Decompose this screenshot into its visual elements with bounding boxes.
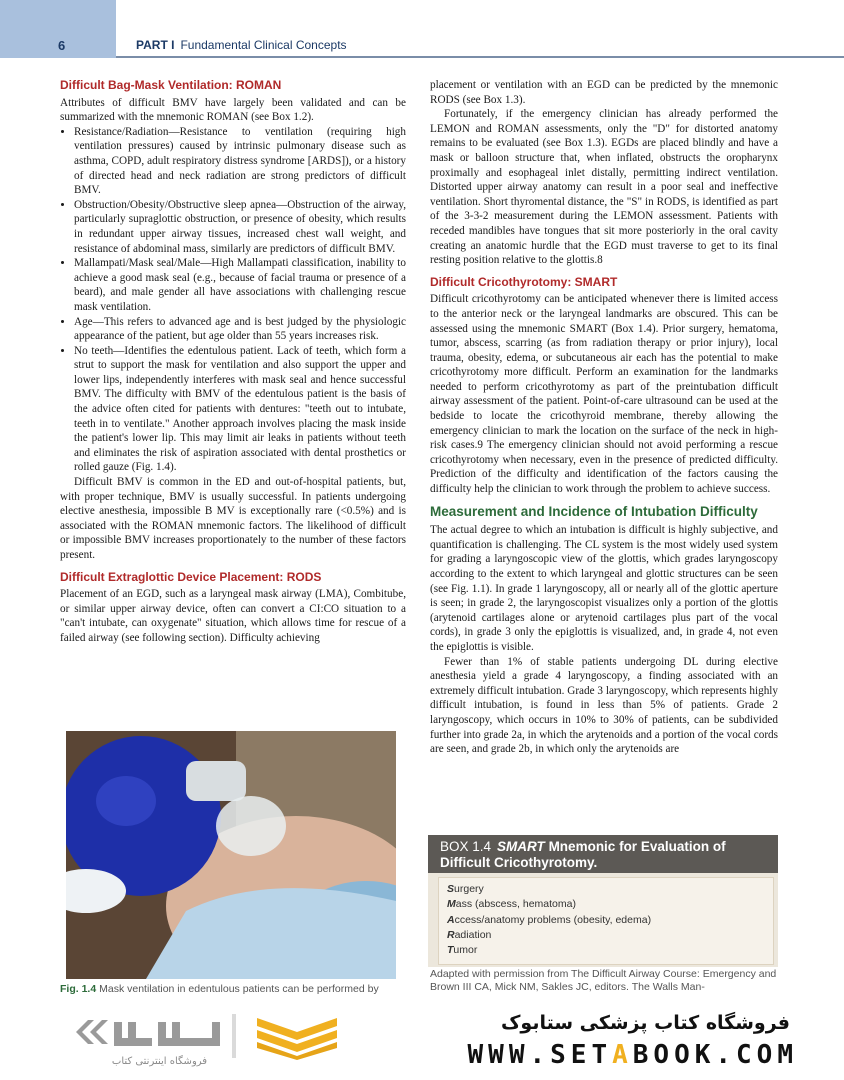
box-smart-mnemonic — [428, 835, 778, 967]
box-title-rest: Mnemonic for Evaluation of Difficult Cricothyrotomy. — [440, 839, 726, 870]
page-number: 6 — [58, 38, 66, 53]
box-source-note: Adapted with permission from The Difficult Airway Course: Emergency and Brown III CA, Mick NM, Sakles JC, editors. The Walls Man- — [430, 968, 777, 993]
heading-rods: Difficult Extraglottic Device Placement: RODS — [60, 569, 322, 584]
box-header — [428, 835, 778, 873]
list-item: • Obstruction/Obesity/Obstructive sleep apnea—Obstruction of the airway, particularly supraglottic obstruction, or presence of obesity, which results in redundant upper airway tissues, increased chest wall weight, and resistance of abdominal mass, similarly are predictors of difficult BMV. — [74, 198, 406, 256]
part-label: PART I — [136, 38, 175, 52]
mnemonic-letter: T — [447, 944, 454, 957]
heading-measurement: Measurement and Incidence of Intubation Difficulty — [430, 503, 758, 519]
part-title: Fundamental Clinical Concepts — [180, 38, 347, 52]
paragraph-measurement: The actual degree to which an intubation is difficult is highly subjective, and quantification is challenging. The CL system is the most widely used system for grading a laryngoscopic view of the glottis, which grades laryngoscopy according to the extent to which laryngeal and glottic structures can be seen (see Fig. 1.1). In grade 1 laryngoscopy, all or nearly all of the glottic aperture is seen; in grade 2, the laryngoscopist visualizes only a portion of the glottis (arytenoid cartilages alone or arytenoid cartilages plus part of the vocal cords), in grade 3 only the epiglottis is visualized, and, in grade 4, not even the epiglottis is visible. — [430, 524, 778, 653]
paragraph-fortunately: Fortunately, if the emergency clinician has already performed the LEMON and ROMAN assessments, only the "D" for distorted anatomy remains to be evaluated (see Box 1.3). EGDs are placed blindly and have a mask or balloon structure that, when inflated, obstructs the oropharynx proximally and esophageal inlet distally, permitting indirect ventilation. Distorted upper airway anatomy can result in a poor seal and ineffective ventilation. Short thyromental distance, the "S" in RODS, is identified as part of the 3-3-2 measurement during the LEMON assessment. Patients with receded mandibles have tongues that sit more posteriorly in the oral cavity creating an anatomic hurdle that the EGD must traverse to get to its final resting position relative to the glottis.8 — [430, 108, 778, 267]
mnemonic-letter: S — [447, 883, 455, 895]
paragraph-rods: Placement of an EGD, such as a laryngeal mask airway (LMA), Combitube, or similar upper airway device, often can convert a CI:CO situation to a "can't intubate, can oxygenate" situation, which allows time for rescue of a failed airway (see following section). Difficulty achieving — [60, 588, 406, 644]
mnemonic-letter: M — [447, 898, 456, 911]
mask-ventilation-illustration — [66, 731, 396, 979]
box-title-emphasis: SMART — [497, 839, 545, 854]
list-item: • Resistance/Radiation—Resistance to ventilation (requiring high ventilation pressures) caused by intrinsic pulmonary disease such as asthma, COPD, adult respiratory distress syndrome [ARDS]), or a history of directed head and neck radiation are strong predictors of difficult BMV. — [74, 125, 406, 198]
logo-caption: فروشگاه اینترنتی کتاب — [111, 1056, 208, 1067]
mnemonic-letter: R — [447, 928, 455, 941]
mnemonic-word: ccess/anatomy problems (obesity, edema) — [454, 913, 652, 926]
list-item — [447, 882, 651, 897]
box-items — [447, 882, 651, 958]
paragraph-smart: Difficult cricothyrotomy can be anticipated whenever there is limited access to the anterior neck or the laryngeal landmarks are obscured. This can be assessed using the mnemonic SMART (Box 1.4). Prior surgery, hematoma, tumor, abscess, scarring (as from radiation therapy or prior injury), local trauma, obesity, edema, or subcutaneous air each has the potential to make cricothyrotomy more difficult. Perform an examination for the landmarks needed to perform cricothyrotomy as part of the preintubation difficult airway assessment of the patient. Point-of-care ultrasound can be used at the bedside to locate the cricothyroid membrane, thereby allowing the emergency clinician to mark the location on the surface of the neck in high-risk cases.9 The emergency clinician should not avoid performing a rescue cricothyrotomy when necessary, even in the presence of predicted difficulty. Prediction of the difficulty and identification of the factors causing the difficulty help the clinician to work through the problem to achieve success. — [430, 293, 778, 496]
box-body — [438, 877, 774, 965]
box-title — [440, 839, 770, 871]
left-column — [60, 78, 406, 646]
list-item — [447, 928, 651, 943]
setabook-logo-icon — [72, 1010, 342, 1060]
mnemonic-letter: A — [447, 913, 455, 926]
header-rule — [116, 56, 844, 58]
url-prefix: WWW.SET — [467, 1040, 613, 1070]
paragraph-fewer: Fewer than 1% of stable patients undergoing DL during elective anesthesia yield a grade 4 laryngoscopy, a finding associated with an extremely difficult intubation. Grade 3 laryngoscopy, which represents highly difficult intubation, is found in less than 5% of patients. Grade 2 laryngoscopy, which occurs in 10% to 30% of patients, can be subdivided further into grade 2a, in which the arytenoids and a portion of the vocal cords are seen, and grade 2b, in which only the arytenoids are — [430, 655, 778, 756]
list-item: • Mallampati/Mask seal/Male—High Mallampati classification, inability to achieve a good mask seal (e.g., because of facial trauma or presence of a beard), and male gender all have associations with challenging rescue mask ventilation. — [74, 256, 406, 314]
list-item — [447, 897, 651, 912]
heading-smart: Difficult Cricothyrotomy: SMART — [430, 274, 618, 289]
list-item — [447, 913, 651, 928]
mnemonic-word: umor — [453, 944, 478, 957]
right-column — [430, 78, 778, 757]
mnemonic-word: ass (abscess, hematoma) — [455, 898, 576, 911]
url-highlight: A — [612, 1040, 633, 1070]
heading-roman: Difficult Bag-Mask Ventilation: ROMAN — [60, 78, 282, 92]
mnemonic-word: urgery — [454, 883, 484, 895]
box-number: BOX 1.4 — [440, 839, 492, 854]
figure-caption-text: Mask ventilation in edentulous patients can be performed by — [99, 983, 379, 995]
running-header — [136, 38, 347, 52]
paragraph-roman-intro: Attributes of difficult BMV have largely been validated and can be summarized with the mnemonic ROMAN (see Box 1.2). — [60, 96, 406, 124]
url-suffix: BOOK.COM — [632, 1040, 798, 1070]
figure-caption — [60, 983, 410, 995]
figure-label: Fig. 1.4 — [60, 983, 97, 995]
paragraph-rods-continued: placement or ventilation with an EGD can be predicted by the mnemonic RODS (see Box 1.3). — [430, 79, 778, 106]
mnemonic-word: adiation — [454, 928, 492, 941]
store-name: فروشگاه کتاب پزشکی ستابوک — [500, 1012, 790, 1034]
list-item: • No teeth—Identifies the edentulous patient. Lack of teeth, which form a strut to support the mask for ventilation and also support the upper and lower lips, independently interferes with mask seal and hence successful BMV. The difficulty with BMV of the edentulous patient is the basis of the advice often cited for patients with dentures: "teeth out to intubate, teeth in to ventilate." Another approach involves placing the mask inside the patient's lower lip. This may limit air leaks in patients without teeth and eliminates the risk of aspiration associated with dental prosthetics or rolled gauze (Fig. 1.4). — [74, 344, 406, 475]
list-item — [447, 943, 651, 958]
paragraph-bmv-common: Difficult BMV is common in the ED and out-of-hospital patients, but, with proper technique, BMV is usually successful. In patients undergoing elective anesthesia, impossible B MV is exceptionally rare (<0.5%) and is associated with the ROMAN mnemonic factors. The likelihood of difficult or impossible BMV increases proportionately to the number of these factors present. — [60, 476, 406, 561]
store-logo — [72, 1010, 342, 1078]
list-item: • Age—This refers to advanced age and is best judged by the physiologic appearance of the patient, but age older than 55 years increases risk. — [74, 315, 406, 344]
roman-list — [60, 125, 406, 475]
store-url[interactable] — [430, 1040, 798, 1070]
figure-photo — [66, 731, 396, 979]
